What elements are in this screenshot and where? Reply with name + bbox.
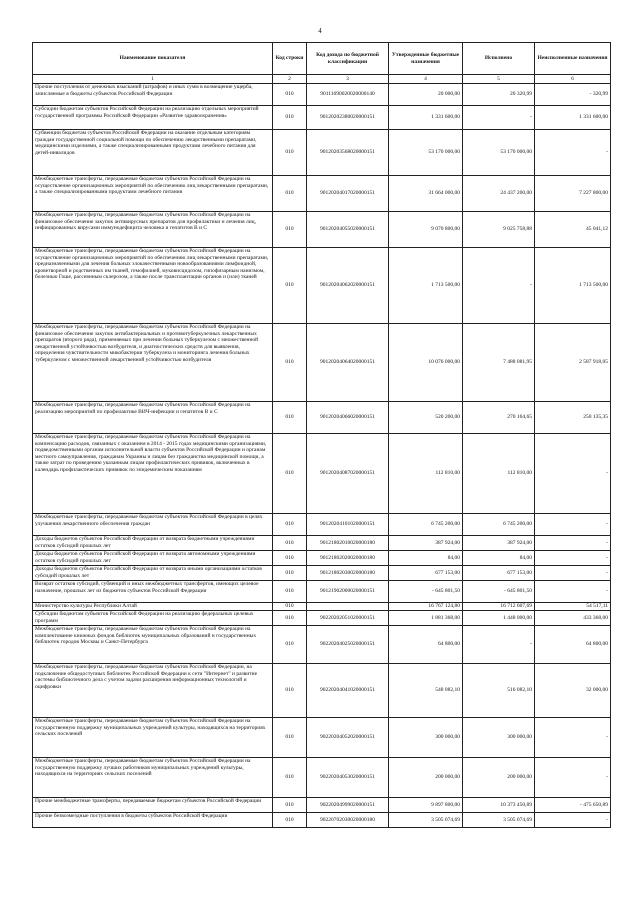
table-row [33, 566, 611, 581]
row-kbk: 90120204066020000151 [307, 402, 389, 434]
row-executed: 9 025 758,88 [463, 212, 535, 248]
row-name: Субсидии бюджетам субъектов Российской Федерации на реализацию федеральных целевых программ [33, 611, 273, 626]
table-row [33, 798, 611, 813]
column-number: 3 [307, 75, 389, 84]
row-executed: 112 810,00 [463, 434, 535, 514]
table-row [33, 664, 611, 718]
table-header-row [33, 43, 611, 75]
row-code: 010 [273, 566, 307, 581]
row-name: Прочие межбюджетные трансферты, передаваемые бюджетам субъектов Российской Федерации [33, 798, 273, 813]
row-kbk: 90120202380020000151 [307, 106, 389, 130]
row-code: 010 [273, 130, 307, 176]
row-executed: - [463, 106, 535, 130]
row-unexecuted: 54 517,11 [535, 603, 611, 611]
row-unexecuted: - [535, 758, 611, 798]
column-number: 1 [33, 75, 273, 84]
row-approved: 9 897 800,00 [389, 798, 463, 813]
row-code: 010 [273, 813, 307, 828]
table-row [33, 611, 611, 626]
row-name: Межбюджетные трансферты, передаваемые бюджетам субъектов Российской Федерации на государственную поддержку лучших работников муниципальных учреждений культуры, находящихся на территориях сельских поселений [33, 758, 273, 798]
row-code: 010 [273, 626, 307, 664]
row-approved: 520 200,00 [389, 402, 463, 434]
table-row [33, 603, 611, 611]
table-row [33, 106, 611, 130]
row-name: Межбюджетные трансферты, передаваемые бюджетам субъектов Российской Федерации на финансовое обеспечение закупок антивирусных препаратов для профилактики и лечения лиц, инфицированных вирусами иммунодефицита человека и гепатитов В и С [33, 212, 273, 248]
row-unexecuted: - [535, 813, 611, 828]
row-kbk: 90220204053020000151 [307, 758, 389, 798]
row-code: 010 [273, 551, 307, 566]
row-code: 010 [273, 718, 307, 758]
row-kbk: 90121902000020000151 [307, 581, 389, 603]
table-row [33, 176, 611, 212]
row-code: 010 [273, 324, 307, 402]
row-approved: 200 000,00 [389, 758, 463, 798]
row-executed: 300 000,00 [463, 718, 535, 758]
row-unexecuted: - [535, 581, 611, 603]
row-unexecuted: 7 227 800,00 [535, 176, 611, 212]
row-unexecuted: 45 041,12 [535, 212, 611, 248]
row-code: 010 [273, 536, 307, 551]
row-name: Межбюджетные трансферты, передаваемые бюджетам субъектов Российской Федерации на комплектование книжных фондов библиотек муниципальных образований и государственных библиотек городов Москвы и Санкт-Петербурга [33, 626, 273, 664]
table-row [33, 84, 611, 106]
column-number: 6 [535, 75, 611, 84]
table-row [33, 813, 611, 828]
row-executed: 270 164,65 [463, 402, 535, 434]
row-executed: 200 000,00 [463, 758, 535, 798]
row-code: 010 [273, 758, 307, 798]
table-row [33, 324, 611, 402]
row-code: 010 [273, 402, 307, 434]
row-executed: 3 505 074,69 [463, 813, 535, 828]
row-code: 010 [273, 106, 307, 130]
row-unexecuted: 1 713 500,00 [535, 248, 611, 324]
row-executed: - [463, 626, 535, 664]
row-executed: 53 170 000,00 [463, 130, 535, 176]
table-row [33, 536, 611, 551]
row-approved: 112 810,00 [389, 434, 463, 514]
row-name: Доходы бюджетов субъектов Российской Федерации от возврата иными организациями остатков субсидий прошлых лет [33, 566, 273, 581]
table-row [33, 402, 611, 434]
row-code: 010 [273, 581, 307, 603]
row-name: Межбюджетные трансферты, передаваемые бюджетам субъектов Российской Федерации в целях улучшения лекарственного обеспечения граждан [33, 514, 273, 536]
row-name: Межбюджетные трансферты, передаваемые бюджетам субъектов Российской Федерации на финансовое обеспечение закупок антибактериальных и противотуберкулезных лекарственных препаратов (второго ряда), применяемых при лечении больных туберкулезом с множественной лекарственной устойчивостью возбудителя, и диагностических средств для выявления, определения чувствительности микобактерии туберкулеза и мониторинга лечения больных туберкулезом с множественной лекарственной устойчивостью возбудителя [33, 324, 273, 402]
row-name: Межбюджетные трансферты, передаваемые бюджетам субъектов Российской Федерации на реализацию мероприятий по профилактике ВИЧ-инфекции и гепатитов В и С [33, 402, 273, 434]
row-code: 010 [273, 434, 307, 514]
row-name: Межбюджетные трансферты, передаваемые бюджетам субъектов Российской Федерации на компенсацию расходов, связанных с оказанием в 2014 - 2015 годах медицинскими организациями, подведомственными органам исполнительной власти субъектов Российской Федерации и органам местного самоуправления, гражданам Украины и лицам без гражданства медицинской помощи, а также затрат по проведению указанным лицам профилактических прививок, включенных в календарь профилактических прививок по эпидемическим показаниям [33, 434, 273, 514]
row-kbk: 90220204041020000151 [307, 664, 389, 718]
row-code: 010 [273, 176, 307, 212]
row-approved: 1 881 368,00 [389, 611, 463, 626]
row-approved: 53 170 000,00 [389, 130, 463, 176]
table-row [33, 248, 611, 324]
column-number-row [33, 75, 611, 84]
row-name: Межбюджетные трансферты, передаваемые бюджетам субъектов Российской Федерации, на подключение общедоступных библиотек Российской Федерации к сети "Интернет" и развитие системы библиотечного дела с учетом задачи расширения информационных технологий и оцифровки [33, 664, 273, 718]
row-approved: 10 076 000,00 [389, 324, 463, 402]
row-name: Межбюджетные трансферты, передаваемые бюджетам субъектов Российской Федерации на осуществление организационных мероприятий по обеспечению лиц лекарственными препаратами, предназначенными для лечения больных злокачественными новообразованиями лимфоидной, кроветворной и родственных им тканей, гемофилией, муковисцидозом, гипофизарным нанизмом, болезнью Гоше, рассеянным склерозом, а также после трансплантации органов и (или) тканей [33, 248, 273, 324]
row-name: Межбюджетные трансферты, передаваемые бюджетам субъектов Российской Федерации на государственную поддержку муниципальных учреждений культуры, находящихся на территориях сельских поселений [33, 718, 273, 758]
row-kbk: 90121802030020000180 [307, 566, 389, 581]
header-line-code: Код строки [273, 43, 307, 75]
row-approved: 1 331 600,00 [389, 106, 463, 130]
row-code: 010 [273, 603, 307, 611]
row-name: Возврат остатков субсидий, субвенций и иных межбюджетных трансфертов, имеющих целевое назначение, прошлых лет из бюджетов субъектов Российской Федерации [33, 581, 273, 603]
row-name: Межбюджетные трансферты, передаваемые бюджетам субъектов Российской Федерации на осуществление организационных мероприятий по обеспечению лиц лекарственными препаратами, а также специализированными продуктами лечебного питания [33, 176, 273, 212]
table-row [33, 434, 611, 514]
row-unexecuted: - 475 650,89 [535, 798, 611, 813]
row-kbk: 90120204062020000151 [307, 248, 389, 324]
row-unexecuted: 32 000,00 [535, 664, 611, 718]
row-approved: 300 000,00 [389, 718, 463, 758]
row-kbk [307, 603, 389, 611]
row-executed: - [463, 248, 535, 324]
row-name: Прочие безвозмездные поступления в бюджеты субъектов Российской Федерации [33, 813, 273, 828]
column-number: 4 [389, 75, 463, 84]
row-unexecuted: 2 587 918,05 [535, 324, 611, 402]
row-approved: 84,00 [389, 551, 463, 566]
table-row [33, 581, 611, 603]
row-unexecuted: - [535, 566, 611, 581]
table-row [33, 758, 611, 798]
row-unexecuted: - [535, 514, 611, 536]
row-unexecuted: - [535, 434, 611, 514]
row-kbk: 90220204025020000151 [307, 626, 389, 664]
row-code: 010 [273, 611, 307, 626]
row-code: 010 [273, 84, 307, 106]
row-approved: 6 745 200,00 [389, 514, 463, 536]
row-executed: 677 153,00 [463, 566, 535, 581]
row-executed: 6 745 200,00 [463, 514, 535, 536]
row-kbk: 90220204999020000151 [307, 798, 389, 813]
row-kbk: 90120204017020000151 [307, 176, 389, 212]
row-unexecuted: - [535, 551, 611, 566]
table-row [33, 718, 611, 758]
table-row [33, 514, 611, 536]
row-executed: 84,00 [463, 551, 535, 566]
table-row [33, 551, 611, 566]
header-executed: Исполнено [463, 43, 535, 75]
row-unexecuted: - [535, 718, 611, 758]
row-unexecuted: - 320,99 [535, 84, 611, 106]
row-kbk: 90220202051020000151 [307, 611, 389, 626]
header-unexecuted: Неисполненные назначения [535, 43, 611, 75]
row-executed: 516 082,10 [463, 664, 535, 718]
row-approved: 64 800,00 [389, 626, 463, 664]
page-number: 4 [318, 27, 322, 35]
row-kbk: 90220204052020000151 [307, 718, 389, 758]
row-kbk: 90121802020020000180 [307, 551, 389, 566]
row-code: 010 [273, 212, 307, 248]
row-code: 010 [273, 248, 307, 324]
row-unexecuted: 250 135,35 [535, 402, 611, 434]
header-income-code: Код дохода по бюджетной классификации [307, 43, 389, 75]
row-approved: - 645 801,50 [389, 581, 463, 603]
row-executed: 24 437 200,00 [463, 176, 535, 212]
row-name: Доходы бюджетов субъектов Российской Федерации от возврата бюджетными учреждениями остатков субсидий прошлых лет [33, 536, 273, 551]
row-unexecuted: - [535, 536, 611, 551]
row-kbk: 90120204101020000151 [307, 514, 389, 536]
header-name: Наименование показателя [33, 43, 273, 75]
budget-report-table [32, 42, 611, 828]
row-code: 010 [273, 514, 307, 536]
column-number: 5 [463, 75, 535, 84]
table-row [33, 212, 611, 248]
row-approved: 548 082,10 [389, 664, 463, 718]
row-name: Министерство культуры Республики Алтай [33, 603, 273, 611]
row-approved: 31 664 000,00 [389, 176, 463, 212]
row-unexecuted: - [535, 130, 611, 176]
row-kbk: 90120204087020000151 [307, 434, 389, 514]
row-executed: 387 924,00 [463, 536, 535, 551]
row-name: Доходы бюджетов субъектов Российской Федерации от возврата автономными учреждениями остатков субсидий прошлых лет [33, 551, 273, 566]
row-unexecuted: 64 800,00 [535, 626, 611, 664]
row-approved: 20 000,00 [389, 84, 463, 106]
row-approved: 3 505 074,69 [389, 813, 463, 828]
row-approved: 9 070 800,00 [389, 212, 463, 248]
row-executed: 1 448 000,00 [463, 611, 535, 626]
row-name: Субсидии бюджетам субъектов Российской Федерации на реализацию отдельных мероприятий государственной программы Российской Федерации «Развитие здравоохранения» [33, 106, 273, 130]
row-executed: - 645 801,50 [463, 581, 535, 603]
row-kbk: 90120204064020000151 [307, 324, 389, 402]
row-executed: 10 373 450,89 [463, 798, 535, 813]
row-approved: 16 767 124,80 [389, 603, 463, 611]
row-executed: 7 488 081,95 [463, 324, 535, 402]
column-number: 2 [273, 75, 307, 84]
table-row [33, 130, 611, 176]
row-code: 010 [273, 664, 307, 718]
row-kbk: 90121802010020000180 [307, 536, 389, 551]
row-name: Субвенции бюджетам субъектов Российской Федерации на оказание отдельным категориям граждан государственной социальной помощи по обеспечению лекарственными препаратами, медицинскими изделиями, а также специализированными продуктами лечебного питания для детей-инвалидов [33, 130, 273, 176]
row-kbk: 90120203568020000151 [307, 130, 389, 176]
row-approved: 1 713 500,00 [389, 248, 463, 324]
table-row [33, 626, 611, 664]
row-code: 010 [273, 798, 307, 813]
row-unexecuted: 1 331 600,00 [535, 106, 611, 130]
row-kbk: 90120204055020000151 [307, 212, 389, 248]
header-approved: Утвержденные бюджетные назначения [389, 43, 463, 75]
row-approved: 677 153,00 [389, 566, 463, 581]
row-unexecuted: 433 368,00 [535, 611, 611, 626]
row-executed: 16 712 607,69 [463, 603, 535, 611]
row-kbk: 90111690020020000140 [307, 84, 389, 106]
row-name: Прочие поступления от денежных взысканий (штрафов) и иных сумм в возмещение ущерба, зачисляемые в бюджеты субъектов Российской Федерации [33, 84, 273, 106]
row-executed: 20 320,99 [463, 84, 535, 106]
row-kbk: 90220702030020000180 [307, 813, 389, 828]
row-approved: 387 924,00 [389, 536, 463, 551]
